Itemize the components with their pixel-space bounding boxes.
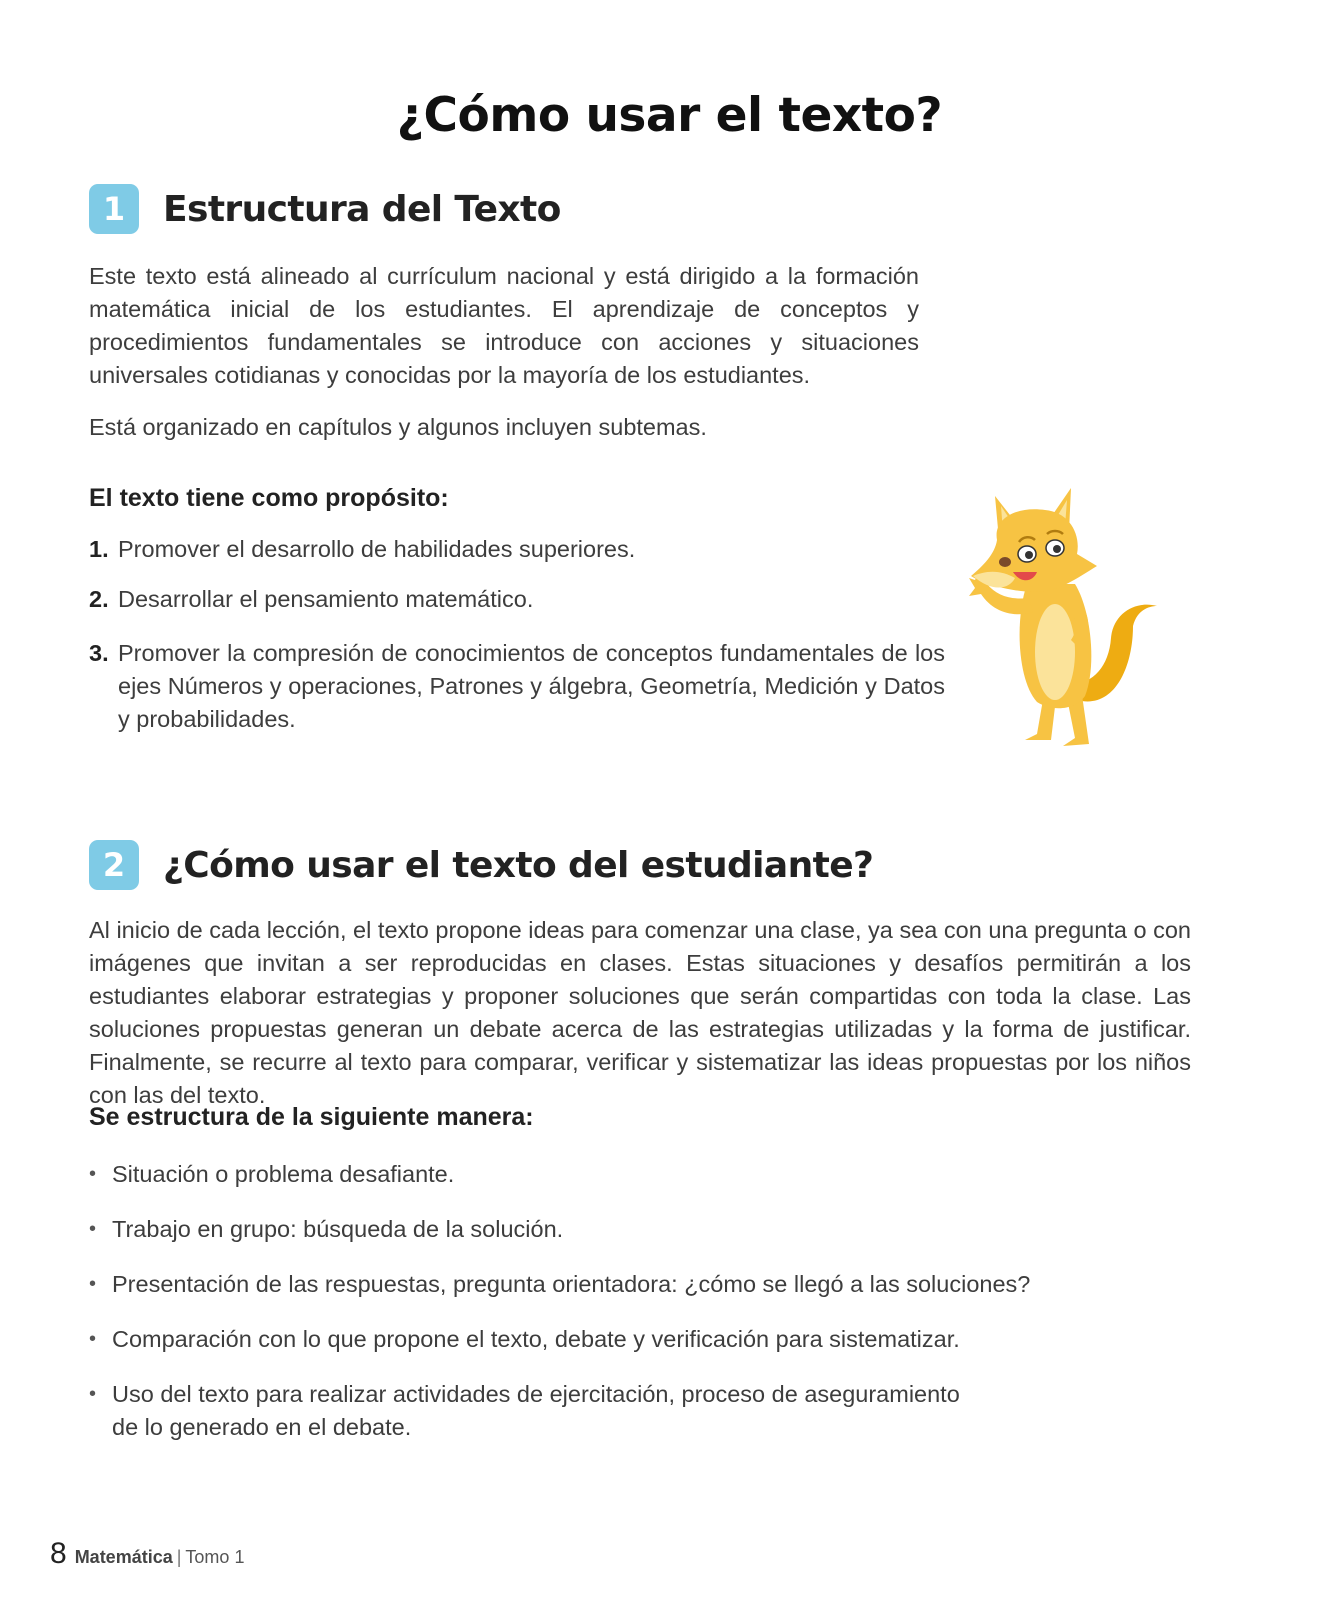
- list-item: [89, 1158, 1049, 1191]
- list-item-text: Presentación de las respuestas, pregunta orientadora: ¿cómo se llegó a las soluciones?: [112, 1271, 1031, 1297]
- list-item-text: Uso del texto para realizar actividades de ejercitación, proceso de aseguramiento de lo generado en el debate.: [112, 1381, 960, 1440]
- page-title: ¿Cómo usar el texto?: [396, 88, 943, 143]
- page-footer: [50, 1537, 244, 1571]
- list-item-text: Trabajo en grupo: búsqueda de la solución.: [112, 1216, 564, 1242]
- organization-paragraph: Está organizado en capítulos y algunos incluyen subtemas.: [89, 414, 707, 440]
- bullet: •: [89, 1273, 97, 1295]
- list-item: [89, 1323, 1049, 1356]
- list-item-number: 3.: [89, 640, 109, 666]
- volume-label: Tomo 1: [185, 1547, 245, 1567]
- section-1-header: [89, 184, 561, 234]
- list-item: [89, 533, 945, 566]
- intro-paragraph: Este texto está alineado al currículum nacional y está dirigido a la formación matemática inicial de los estudiantes. El aprendizaje de conceptos y procedimientos fundamentales se introduce con acciones y situaciones universales cotidianas y conocidas por la mayoría de los estudiantes.: [89, 263, 919, 388]
- list-item-number: 1.: [89, 536, 109, 562]
- bullet: •: [89, 1383, 97, 1405]
- list-item-text: Desarrollar el pensamiento matemático.: [118, 586, 534, 612]
- purpose-heading: El texto tiene como propósito:: [89, 484, 449, 512]
- list-item-text: Comparación con lo que propone el texto, debate y verificación para sistematizar.: [112, 1326, 960, 1352]
- bullet: •: [89, 1218, 97, 1240]
- list-item: [89, 1378, 989, 1444]
- structure-heading: Se estructura de la siguiente manera:: [89, 1103, 534, 1131]
- list-item: [89, 637, 945, 736]
- section-number-badge: 2: [89, 840, 139, 890]
- list-item-text: Promover el desarrollo de habilidades superiores.: [118, 536, 636, 562]
- bullet: •: [89, 1163, 97, 1185]
- list-item-text: Situación o problema desafiante.: [112, 1161, 455, 1187]
- section-title: Estructura del Texto: [163, 188, 561, 230]
- section-2-header: [89, 840, 873, 890]
- footer-separator: |: [176, 1547, 182, 1567]
- usage-paragraph: Al inicio de cada lección, el texto propone ideas para comenzar una clase, ya sea con una pregunta o con imágenes que invitan a ser reproducidas en clases. Estas situaciones y desafíos permitirán a los estudiantes elaborar estrategias y proponer soluciones que serán compartidas con toda la clase. Las soluciones propuestas generan un debate acerca de las estrategias utilizadas y la forma de justificar. Finalmente, se recurre al texto para comparar, verificar y sistematizar las ideas propuestas por los niños con las del texto.: [89, 917, 1191, 1108]
- book-title: Matemática: [74, 1547, 173, 1567]
- list-item-number: 2.: [89, 586, 109, 612]
- list-item: [89, 1213, 1049, 1246]
- list-item: [89, 1268, 1049, 1301]
- page-number: 8: [50, 1537, 67, 1570]
- bullet: •: [89, 1328, 97, 1350]
- section-title: ¿Cómo usar el texto del estudiante?: [163, 844, 874, 886]
- fox-mascot-icon: [965, 488, 1165, 753]
- section-number-badge: 1: [89, 184, 139, 234]
- list-item-text: Promover la compresión de conocimientos de conceptos fundamentales de los ejes Números y operaciones, Patrones y álgebra, Geometría, Medición y Datos y probabilidades.: [118, 640, 945, 732]
- list-item: [89, 583, 945, 616]
